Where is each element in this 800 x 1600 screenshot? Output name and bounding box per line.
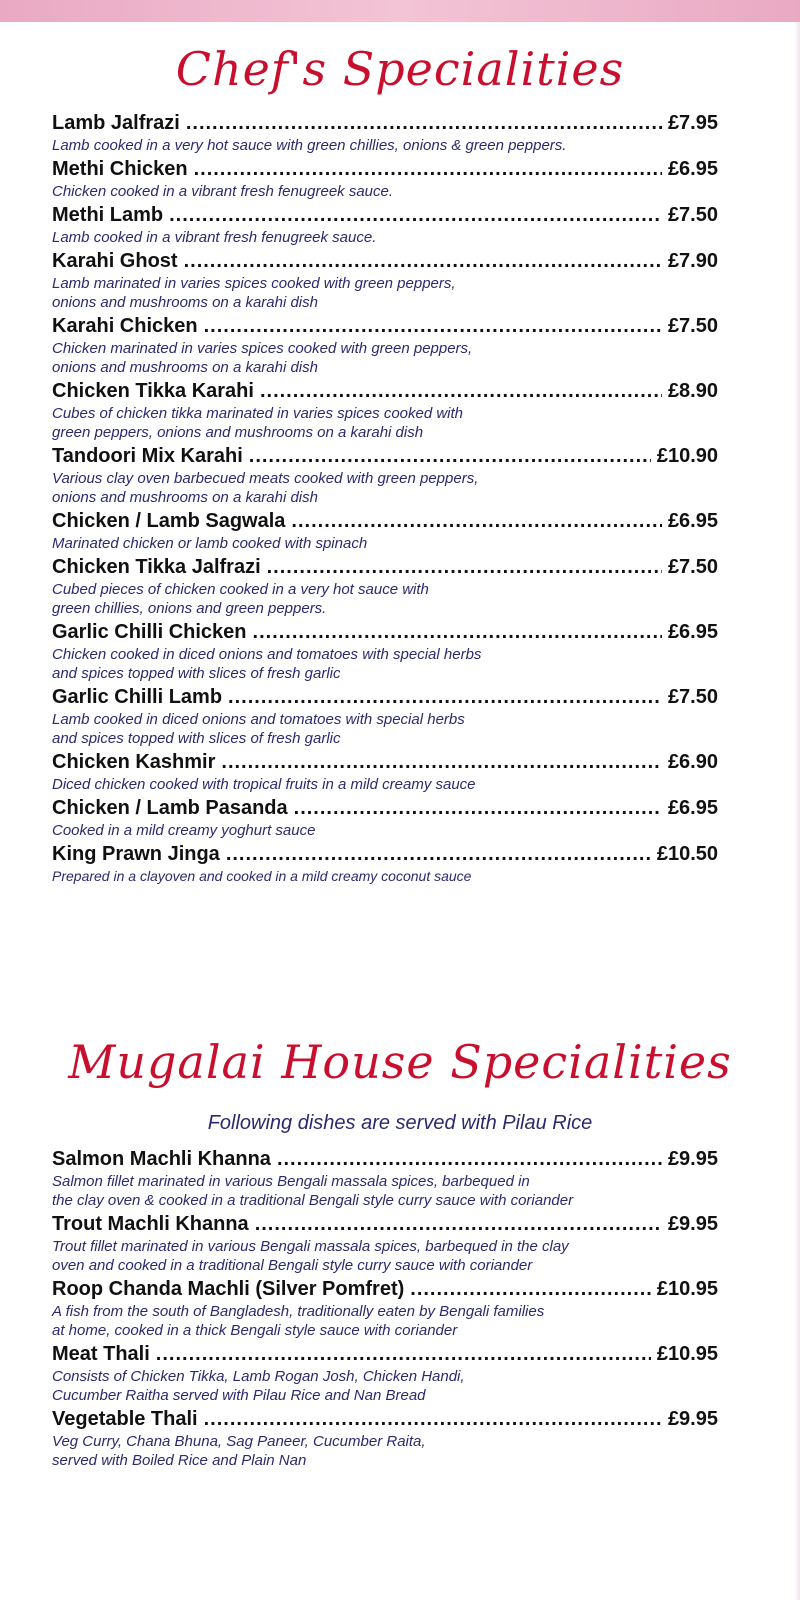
dot-leader [194,156,662,182]
menu-item [52,248,718,313]
dish-description: Lamb cooked in diced onions and tomatoes with special herbs and spices topped with slices of fresh garlic [52,711,465,747]
dish-name: Chicken / Lamb Pasanda [52,797,288,819]
dish-name: Karahi Chicken [52,315,198,337]
dish-name: Garlic Chilli Lamb [52,686,223,708]
menu-item-row [52,1406,718,1432]
dish-description: Chicken marinated in varies spices cooked with green peppers, onions and mushrooms on a karahi dish [52,340,473,376]
menu-item-row [52,554,718,580]
dish-name: Chicken Tikka Jalfrazi [52,556,261,578]
dish-description: Cubed pieces of chicken cooked in a very hot sauce with green chillies, onions and green peppers. [52,581,429,617]
menu-item-row [52,1276,718,1302]
menu-item-row [52,1146,718,1172]
dish-price: £10.95 [656,1343,718,1365]
menu-item [52,841,718,887]
dish-name: Tandoori Mix Karahi [52,445,243,467]
menu-item [52,378,718,443]
menu-item [52,1406,718,1471]
menu-item [52,619,718,684]
dish-price: £10.95 [656,1278,718,1300]
dish-price: £6.95 [667,510,718,532]
dish-price: £7.50 [667,204,718,226]
menu-item-row [52,248,718,274]
dish-price: £9.95 [667,1148,718,1170]
dish-name: Chicken Tikka Karahi [52,380,254,402]
dish-description: Lamb cooked in a vibrant fresh fenugreek sauce. [52,229,377,246]
dish-name: Chicken / Lamb Sagwala [52,510,286,532]
dish-name: King Prawn Jinga [52,843,220,865]
dish-name: Garlic Chilli Chicken [52,621,247,643]
menu-item [52,554,718,619]
dot-leader [277,1146,662,1172]
dot-leader [156,1341,651,1367]
page-edge-shade [794,22,800,1600]
dot-leader [228,684,662,710]
dot-leader [226,841,651,867]
dish-name: Karahi Ghost [52,250,178,272]
menu-item [52,313,718,378]
dish-description: Consists of Chicken Tikka, Lamb Rogan Josh, Chicken Handi, Cucumber Raitha served with Pilau Rice and Nan Bread [52,1368,465,1404]
chefs-specialities-title: Chef's Specialities [175,42,625,96]
dish-description: A fish from the south of Bangladesh, traditionally eaten by Bengali families at home, cooked in a thick Bengali style sauce with coriander [52,1303,545,1339]
menu-item-row [52,313,718,339]
menu-item-row [52,749,718,775]
dish-price: £10.50 [656,843,718,865]
chefs-specialities-list [52,110,718,887]
menu-item [52,684,718,749]
dish-name: Vegetable Thali [52,1408,198,1430]
menu-item-row [52,443,718,469]
dish-price: £7.50 [667,315,718,337]
dish-description: Chicken cooked in diced onions and tomatoes with special herbs and spices topped with slices of fresh garlic [52,646,482,682]
dish-price: £7.50 [667,556,718,578]
dish-name: Salmon Machli Khanna [52,1148,271,1170]
menu-item-row [52,841,718,867]
menu-item-row [52,619,718,645]
mugalai-specialities-list [52,1146,718,1471]
dot-leader [204,1406,662,1432]
dish-name: Methi Chicken [52,158,188,180]
dish-price: £7.90 [667,250,718,272]
dish-price: £10.90 [656,445,718,467]
menu-item-row [52,795,718,821]
dish-name: Trout Machli Khanna [52,1213,249,1235]
dish-price: £9.95 [667,1213,718,1235]
dish-description: Chicken cooked in a vibrant fresh fenugreek sauce. [52,183,394,200]
dot-leader [184,248,662,274]
mugalai-specialities-title: Mugalai House Specialities [68,1035,732,1089]
dish-description: Trout fillet marinated in various Bengali massala spices, barbequed in the clay oven and cooked in a traditional Bengali style curry sauce with coriander [52,1238,569,1274]
dot-leader [267,554,662,580]
dish-description: Various clay oven barbecued meats cooked with green peppers, onions and mushrooms on a karahi dish [52,470,479,506]
dot-leader [204,313,662,339]
dish-price: £6.95 [667,797,718,819]
dot-leader [249,443,651,469]
dot-leader [253,619,662,645]
top-banner-strip [0,0,800,22]
dot-leader [294,795,662,821]
menu-item [52,1211,718,1276]
dish-description: Veg Curry, Chana Bhuna, Sag Paneer, Cucumber Raita, served with Boiled Rice and Plain Nan [52,1433,426,1469]
menu-item-row [52,110,718,136]
menu-item-row [52,684,718,710]
menu-item-row [52,1211,718,1237]
dot-leader [291,508,662,534]
dish-price: £9.95 [667,1408,718,1430]
menu-item-row [52,1341,718,1367]
menu-item-row [52,508,718,534]
dot-leader [169,202,662,228]
menu-item [52,156,718,202]
menu-item [52,795,718,841]
menu-item [52,202,718,248]
dish-name: Methi Lamb [52,204,164,226]
dish-description: Cooked in a mild creamy yoghurt sauce [52,822,316,839]
menu-item-row [52,202,718,228]
menu-item [52,508,718,554]
dish-description: Prepared in a clayoven and cooked in a mild creamy coconut sauce [52,868,472,884]
menu-item [52,749,718,795]
dish-name: Roop Chanda Machli (Silver Pomfret) [52,1278,405,1300]
dish-description: Salmon fillet marinated in various Bengali massala spices, barbequed in the clay oven & cooked in a traditional Bengali style curry sauce with coriander [52,1173,574,1209]
dish-description: Marinated chicken or lamb cooked with spinach [52,535,368,552]
dish-price: £6.90 [667,751,718,773]
menu-item [52,1146,718,1211]
menu-item [52,443,718,508]
dish-name: Meat Thali [52,1343,150,1365]
dish-price: £6.95 [667,158,718,180]
dish-description: Lamb marinated in varies spices cooked with green peppers, onions and mushrooms on a karahi dish [52,275,456,311]
mugalai-subtitle: Following dishes are served with Pilau Rice [207,1112,593,1134]
dish-description: Cubes of chicken tikka marinated in varies spices cooked with green peppers, onions and mushrooms on a karahi dish [52,405,464,441]
dish-price: £7.95 [667,112,718,134]
dot-leader [255,1211,662,1237]
dot-leader [221,749,662,775]
menu-item-row [52,378,718,404]
menu-item [52,1276,718,1341]
dot-leader [186,110,662,136]
dish-description: Diced chicken cooked with tropical fruits in a mild creamy sauce [52,776,476,793]
menu-item [52,1341,718,1406]
dish-price: £8.90 [667,380,718,402]
dot-leader [410,1276,651,1302]
dish-price: £6.95 [667,621,718,643]
menu-item-row [52,156,718,182]
dish-name: Chicken Kashmir [52,751,216,773]
menu-item [52,110,718,156]
dot-leader [260,378,662,404]
dish-description: Lamb cooked in a very hot sauce with green chillies, onions & green peppers. [52,137,567,154]
dish-name: Lamb Jalfrazi [52,112,180,134]
dish-price: £7.50 [667,686,718,708]
